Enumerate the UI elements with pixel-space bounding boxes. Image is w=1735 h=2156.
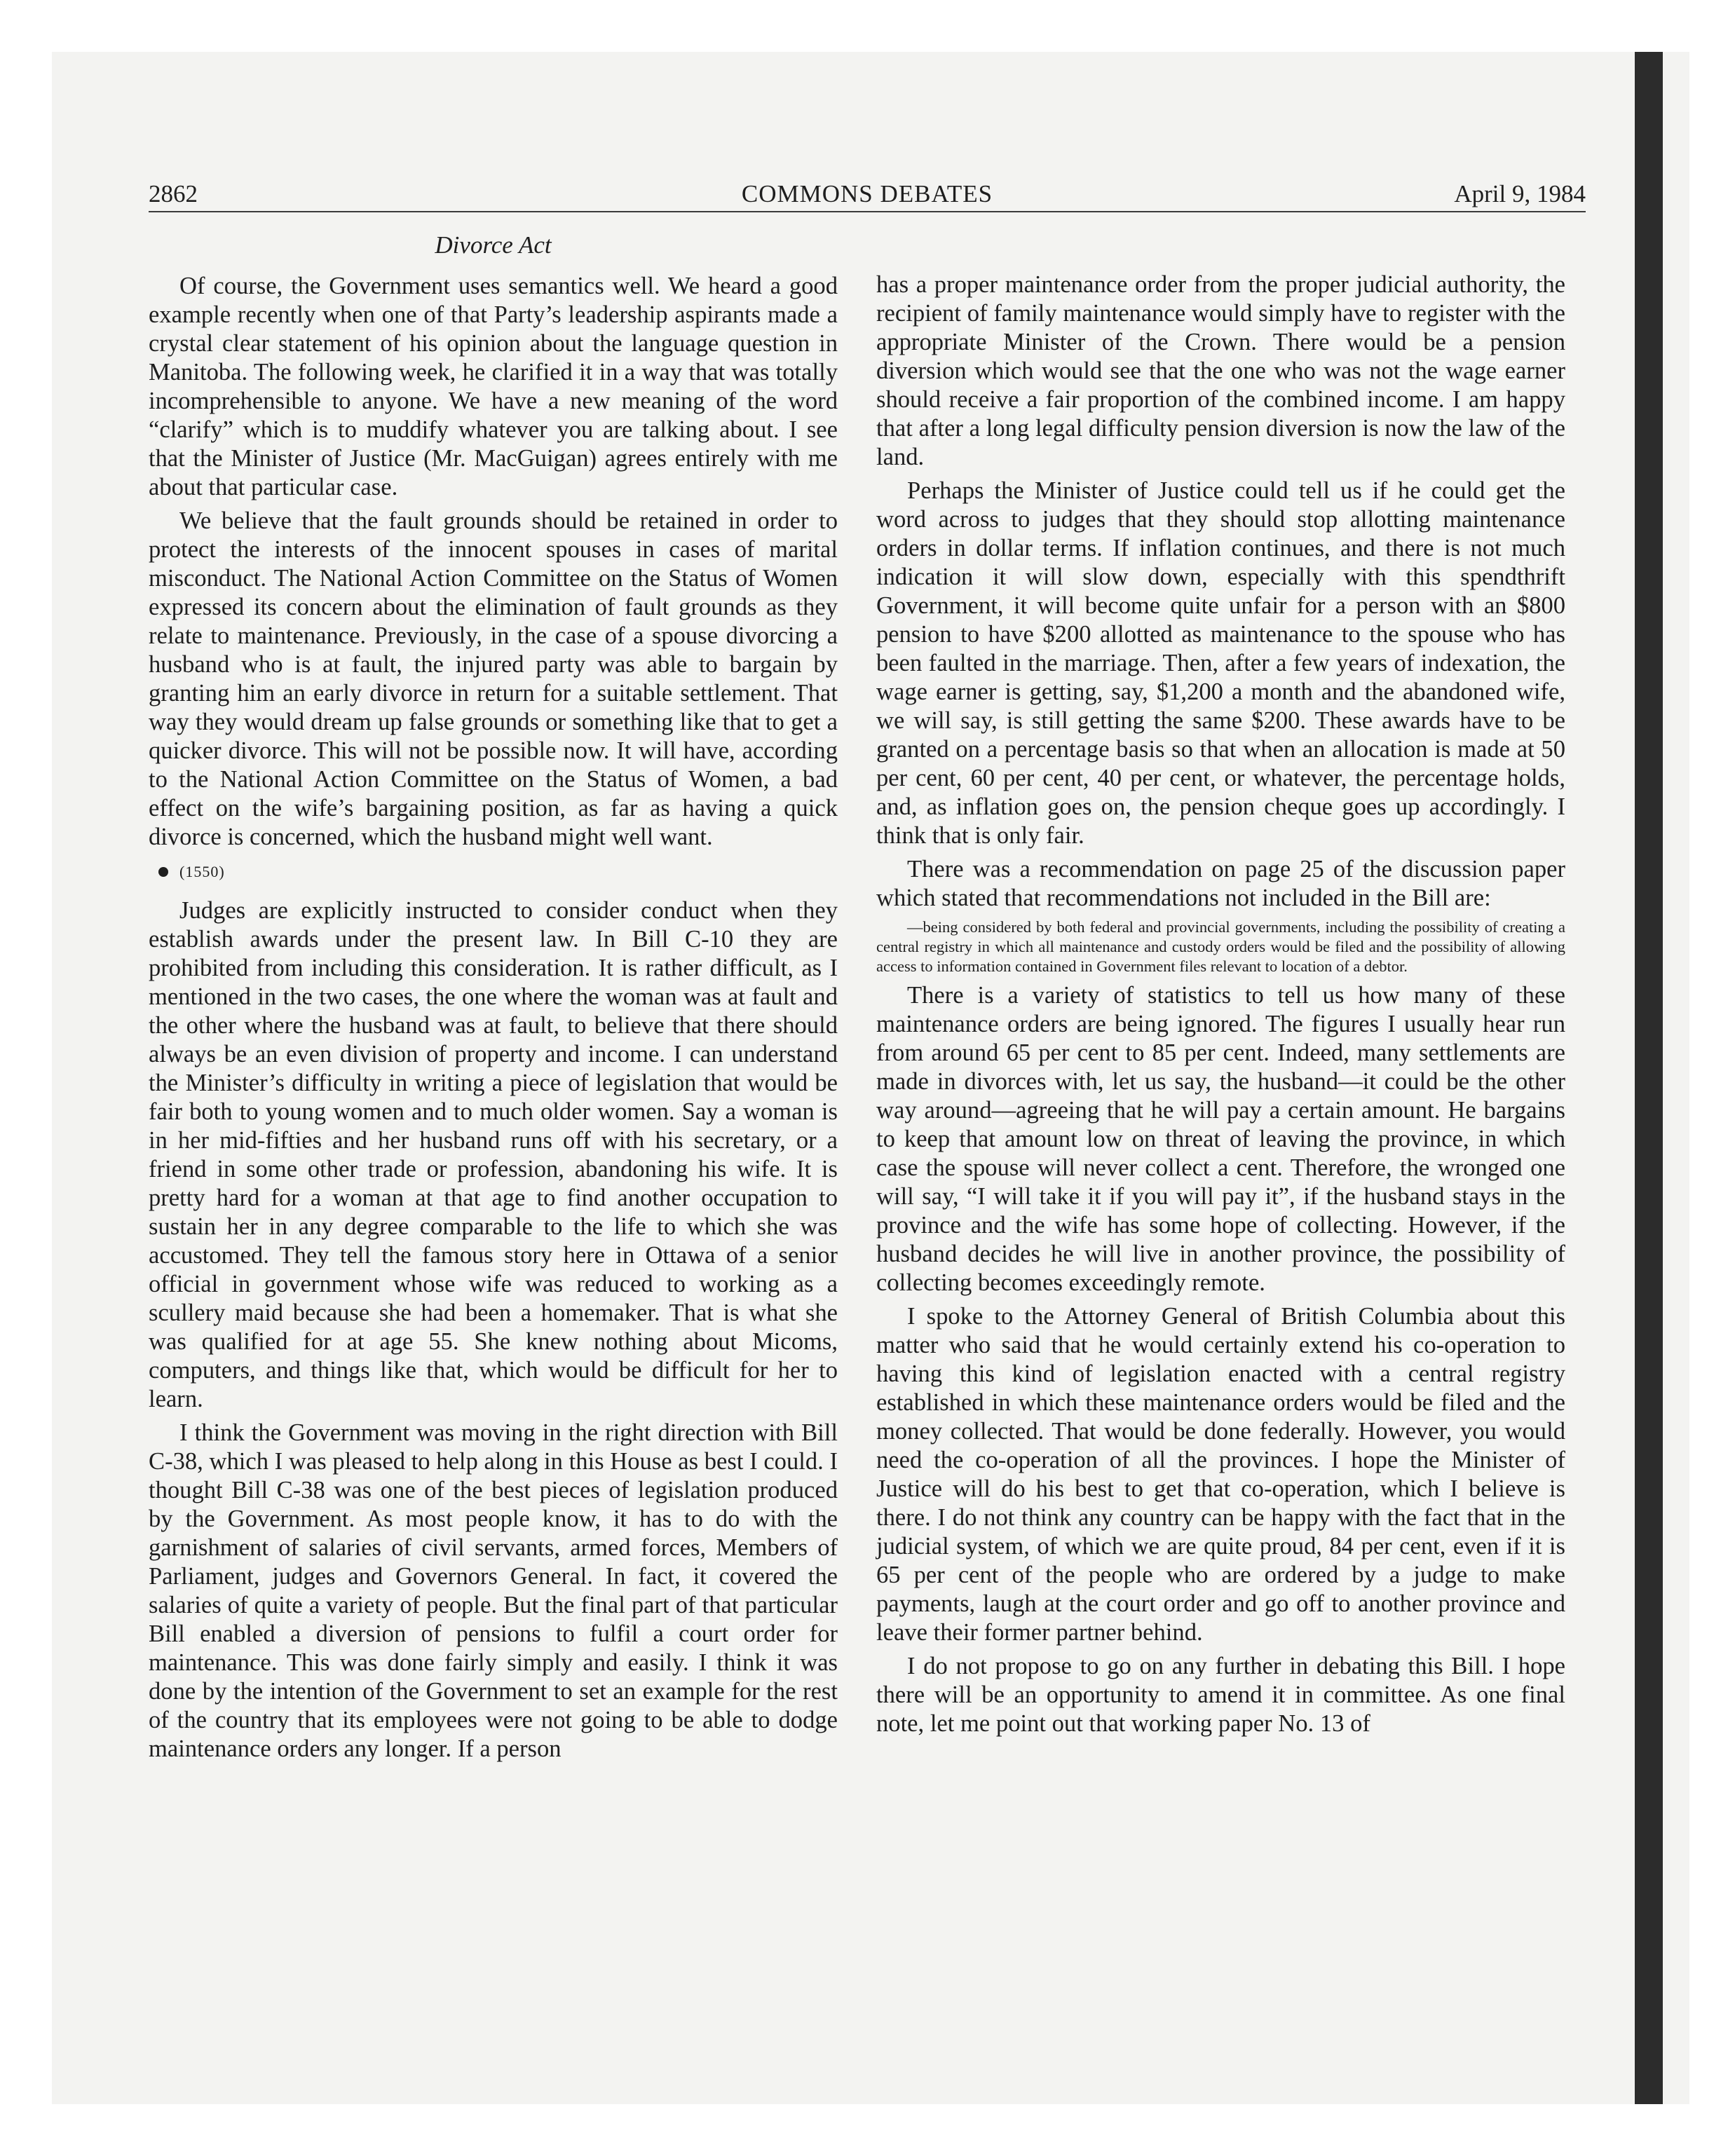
paragraph: Perhaps the Minister of Justice could tell us if he could get the word across to judges that they should stop allotting maintenance orders in dollar terms. If inflation continues, and there is not much indication it will slow down, especially with this spendthrift Government, it will become quite unfair for a person with an $800 pension to have $200 allotted as maintenance to the spouse who has been faulted in the marriage. Then, after a few years of indexation, the wage earner is getting, say, $1,200 a month and the abandoned wife, we will say, is still getting the same $200. These awards have to be granted on a percentage basis so that when an allocation is made at 50 per cent, 60 per cent, 40 per cent, or whatever, the percentage holds, and, as inflation goes on, the pension cheque goes up accordingly. I think that is only fair.	[876, 477, 1565, 849]
bullet-icon	[158, 867, 168, 877]
paragraph-continuation: has a proper maintenance order from the proper judicial authority, the recipient of family maintenance would simply have to register with the appropriate Minister of the Crown. There would be a pension diversion which would see that the one who was not the wage earner should receive a fair proportion of the combined income. I am happy that after a long legal difficulty pension diversion is now the law of the land.	[876, 271, 1565, 470]
time-marker	[149, 861, 838, 882]
issue-date: April 9, 1984	[1454, 180, 1586, 207]
left-column	[149, 272, 838, 1768]
paragraph: Judges are explicitly instructed to consider conduct when they establish awards under the present law. In Bill C-10 they are prohibited from including this consideration. It is rather difficult, as I mentioned in the two cases, the one where the woman was at fault and the other where the husband was at fault, to believe that there should always be an even division of property and income. I can understand the Minister’s difficulty in writing a piece of legislation that would be fair both to young women and to much older women. Say a woman is in her mid-fifties and her husband runs off with his secretary, or a friend in some other trade or profession, abandoning his wife. It is pretty hard for a woman at that age to find another occupation to sustain her in any degree comparable to the life to which she was accustomed. They tell the famous story here in Ottawa of a senior official in government whose wife was reduced to working as a scullery maid because she had been a homemaker. That is what she was qualified for at age 55. She knew nothing about Micoms, computers, and things like that, which would be difficult for her to learn.	[149, 897, 838, 1412]
paragraph: There is a variety of statistics to tell us how many of these maintenance orders are being ignored. The figures I usually hear run from around 65 per cent to 85 per cent. Indeed, many settlements are made in divorces with, let us say, the husband—it could be the other way around—agreeing that he will pay a certain amount. He bargains to keep that amount low on threat of leaving the province, in which case the spouse will never collect a cent. Therefore, the wronged one will say, “I will take it if you will pay it”, if the husband stays in the province and the wife has some hope of collecting. However, if the husband decides he will live in another province, the possibility of collecting becomes exceedingly remote.	[876, 982, 1565, 1296]
page-number: 2862	[149, 180, 198, 207]
time-marker-label: (1550)	[179, 863, 225, 880]
paragraph: Of course, the Government uses semantics well. We heard a good example recently when one of that Party’s leadership aspirants made a crystal clear statement of his opinion about the language question in Manitoba. The following week, he clarified it in a way that was totally incomprehensible to anyone. We have a new meaning of the word “clarify” which is to muddify whatever you are talking about. I see that the Minister of Justice (Mr. MacGuigan) agrees entirely with me about that particular case.	[149, 273, 838, 500]
block-quote: —being considered by both federal and provincial governments, including the possibility of creating a central registry in which all maintenance and custody orders would be filed and the possibility of allowing access to information contained in Government files relevant to location of a debtor.	[876, 918, 1565, 975]
running-header	[149, 178, 1586, 210]
paragraph: We believe that the fault grounds should be retained in order to protect the interests of the innocent spouses in cases of marital misconduct. The National Action Committee on the Status of Women expressed its concern about the elimination of fault grounds as they relate to maintenance. Previously, in the case of a spouse divorcing a husband who is at fault, the injured party was able to bargain by granting him an early divorce in return for a suitable settlement. That way they would dream up false grounds or something like that to get a quicker divorce. This will not be possible now. It will have, according to the National Action Committee on the Status of Women, a bad effect on the wife’s bargaining position, as far as having a quick divorce is concerned, which the husband might well want.	[149, 507, 838, 850]
section-title: Divorce Act	[435, 231, 552, 259]
right-column	[876, 271, 1565, 1743]
paragraph: I think the Government was moving in the right direction with Bill C-38, which I was pleased to help along in this House as best I could. I thought Bill C-38 was one of the best pieces of legislation produced by the Government. As most people know, it has to do with the garnishment of salaries of civil servants, armed forces, Members of Parliament, judges and Governors General. In fact, it covered the salaries of quite a variety of people. But the final part of that particular Bill enabled a diversion of pensions to fulfil a court order for maintenance. This was done fairly simply and easily. I think it was done by the intention of the Government to set an example for the rest of the country that its employees were not going to be able to dodge maintenance orders any longer. If a person	[149, 1419, 838, 1762]
paragraph: There was a recommendation on page 25 of the discussion paper which stated that recommendations not included in the Bill are:	[876, 856, 1565, 911]
scan-edge-shadow	[1635, 52, 1663, 2104]
header-rule	[149, 211, 1586, 212]
paragraph: I do not propose to go on any further in debating this Bill. I hope there will be an opportunity to amend it in committee. As one final note, let me point out that working paper No. 13 of	[876, 1653, 1565, 1737]
journal-title: COMMONS DEBATES	[741, 180, 993, 207]
paragraph: I spoke to the Attorney General of British Columbia about this matter who said that he would certainly extend his co-operation to having this kind of legislation enacted with a central registry established in which these maintenance orders would be filed and the money collected. That would be done federally. However, you would need the co-operation of all the provinces. I hope the Minister of Justice will do his best to get that co-operation, which I believe is there. I do not think any country can be happy with the fact that in the judicial system, of which we are quite proud, 84 per cent, even if it is 65 per cent of the people who are ordered by a judge to make payments, laugh at the court order and go off to another province and leave their former partner behind.	[876, 1303, 1565, 1646]
